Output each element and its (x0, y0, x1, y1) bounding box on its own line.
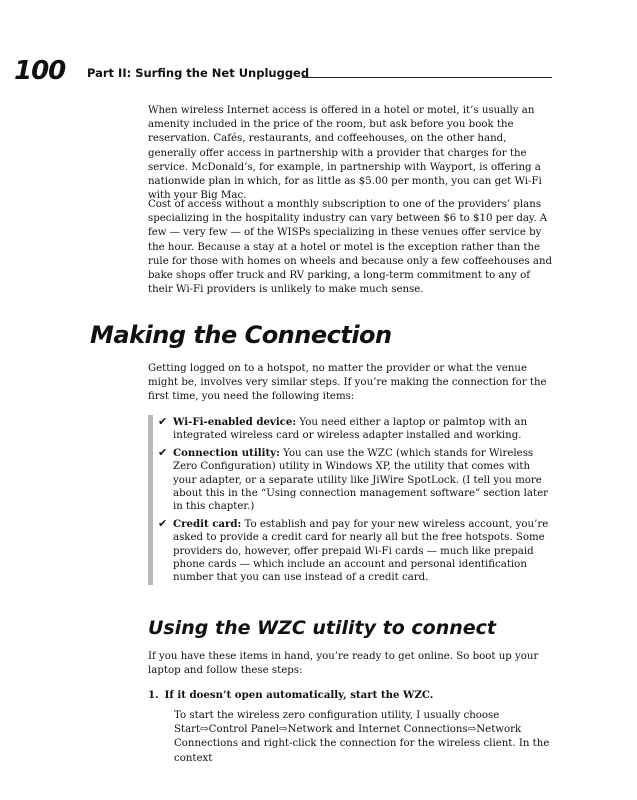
paragraph-text: If you have these items in hand, you’re ready to get online. So boot up your laptop and follow these steps: (148, 651, 539, 677)
paragraph-text: Getting logged on to a hotspot, no matter the provider or what the venue might be, involves very similar steps. If you’re making the connection for the first time, you need the following items: (148, 363, 547, 403)
part-title: Part II: Surfing the Net Unplugged (87, 66, 310, 80)
subsection-heading: Using the WZC utility to connect (148, 617, 496, 639)
item-term: Wi-Fi-enabled device: (173, 416, 297, 428)
section-heading: Making the Connection (90, 321, 392, 349)
item-text: You need either a laptop or palmtop with an integrated wireless card or wireless adapter installed and working. (173, 417, 528, 442)
paragraph-text: When wireless Internet access is offered in a hotel or motel, it’s usually an amenity included in the price of the room, but ask before you book the reservation. Cafés, restaurants, and coffeehouses, on the other hand, generally offer access in partnership with a provider that charges for the service. McDonald’s, for example, in partnership with Wayport, is offering a nationwide plan in which, for as little as $5.00 per month, you can get Wi-Fi with your Big Mac. (148, 105, 542, 202)
check-icon: ✔ (158, 415, 168, 428)
step-number: 1. (148, 689, 159, 701)
subsection-intro (148, 650, 556, 678)
item-text: To establish and pay for your new wireless account, you’re asked to provide a credit card for nearly all but the free hotspots. Some providers do, however, offer prepaid Wi-Fi cards — much like prepaid phone cards — which include an account and personal identification number that you can use instead of a credit card. (173, 518, 549, 584)
item-text: You can use the WZC (which stands for Wireless Zero Configuration) utility in Windows XP, the utility that comes with your adapter, or a separate utility like JiWire SpotLock. (I tell you more about this in the “Using connection management software” section later in this chapter.) (173, 447, 549, 513)
requirements-list (158, 416, 556, 589)
step-1 (148, 688, 556, 703)
page-number: 100 (14, 56, 66, 86)
item-term: Connection utility: (173, 446, 280, 459)
item-term: Credit card: (173, 517, 242, 530)
header-rule (302, 77, 552, 78)
step-1-body: To start the wireless zero configuration utility, I usually choose Start⇨Control Panel⇨Network and Internet Connections⇨Network Connections and right-click the connection for the wireless client. In the context (174, 710, 550, 764)
paragraph-1 (148, 104, 556, 203)
check-icon: ✔ (158, 445, 168, 459)
check-icon: ✔ (158, 516, 168, 530)
list-item (158, 447, 556, 514)
section-intro (148, 362, 556, 405)
list-item (158, 518, 556, 585)
step-title: If it doesn’t open automatically, start the WZC. (164, 689, 434, 701)
paragraph-2 (148, 198, 556, 297)
list-sidebar-bar (148, 415, 153, 585)
running-header (14, 58, 552, 84)
paragraph-text: Cost of access without a monthly subscription to one of the providers’ plans specializing in the hospitality industry can vary between $6 to $10 per day. A few — very few — of the WISPs specializing in these venues offer service by the hour. Because a stay at a hotel or motel is the exception rather than the rule for those with homes on wheels and because only a few coffeehouses and bake shops offer truck and RV parking, a long-term commitment to any of their Wi-Fi providers is unlikely to make much sense. (148, 199, 553, 296)
list-item (158, 416, 556, 443)
